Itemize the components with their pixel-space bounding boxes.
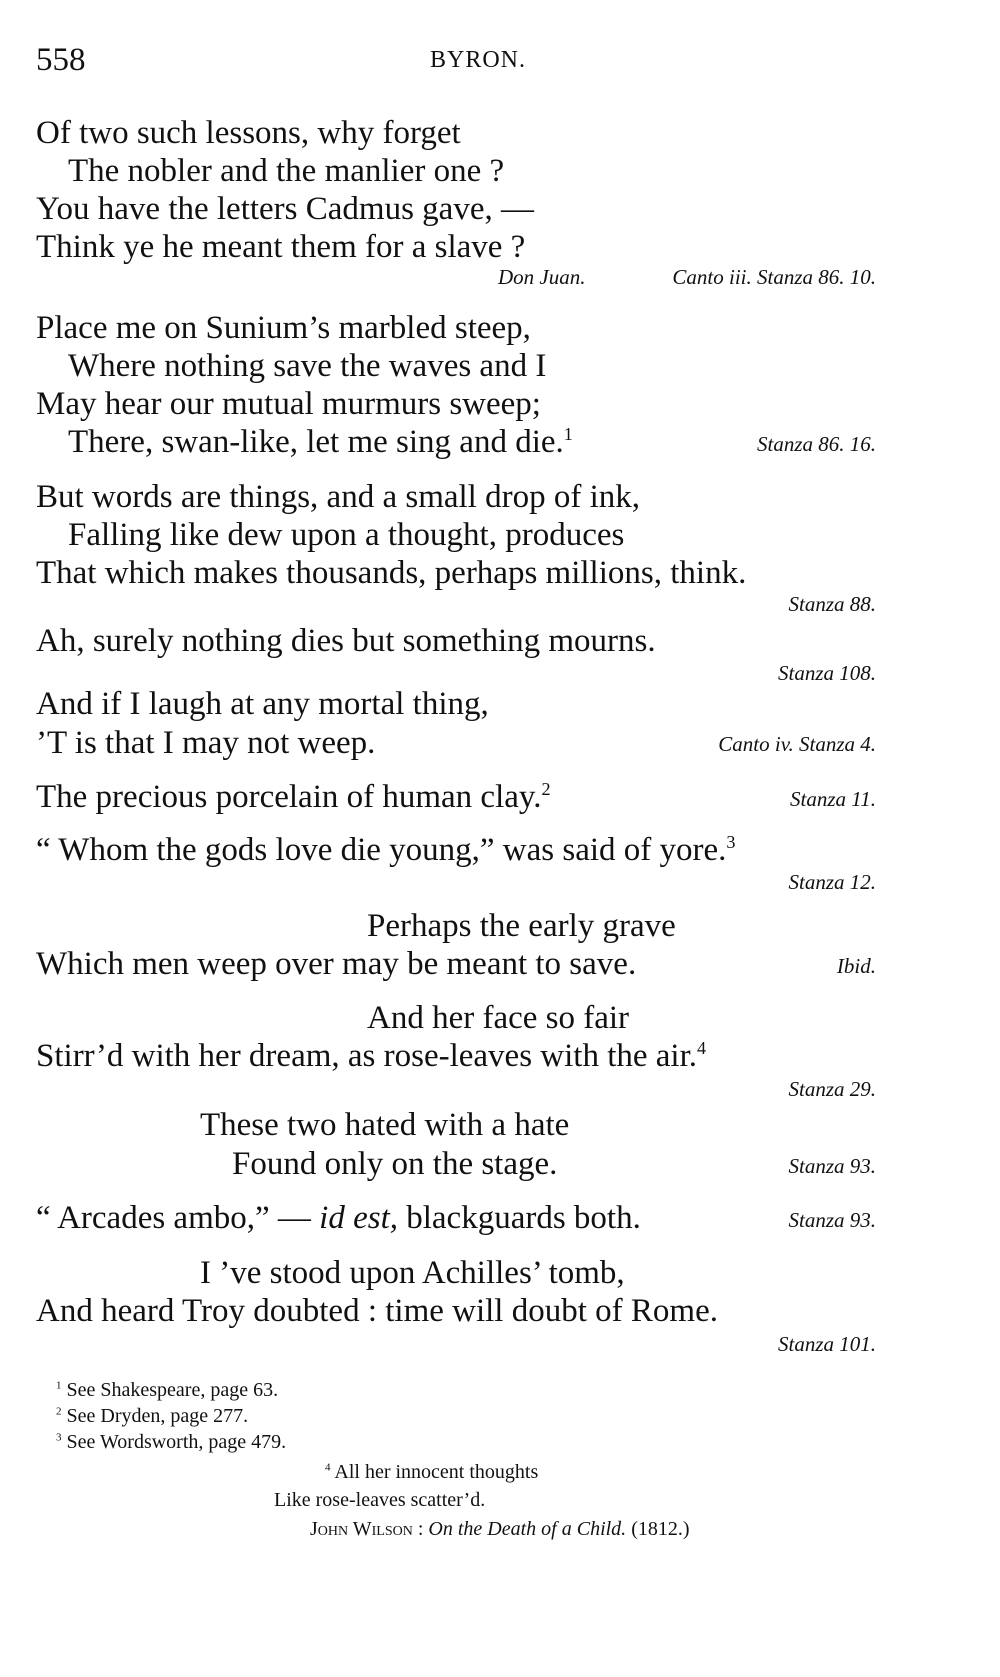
citation: Stanza 12. [788,870,876,894]
verse-line: Of two such lessons, why forget [36,115,461,151]
footnote-marker: 4 [697,1038,707,1058]
citation: Stanza 86. 16. [756,432,876,456]
verse-line: These two hated with a hate [200,1107,570,1143]
footnote: $^4$ All her innocent thoughts [325,1461,539,1483]
citation: Stanza 11. [790,787,876,811]
verse-line: “ Arcades ambo,” — id est, blackguards both. [36,1200,641,1236]
footnote-marker: 1 [563,424,573,444]
verse-line: You have the letters Cadmus gave, — [36,191,534,227]
verse-line: “ Whom the gods love die young,” was said of yore.$^3$ [36,832,736,868]
footnote-line: Like rose-leaves scatter’d. [274,1489,486,1511]
verse-line: And if I laugh at any mortal thing, [36,686,489,722]
running-title: BYRON. [430,47,527,73]
footnote-attribution [310,1519,690,1539]
page-number: 558 [36,42,86,78]
verse-line: The nobler and the manlier one ? [68,153,505,189]
verse-line: But words are things, and a small drop of ink, [36,479,640,515]
footnote-work: On the Death of a Child. [428,1518,627,1540]
verse-line: Stirr’d with her dream, as rose-leaves with the air.$^4$ [36,1038,707,1074]
verse-line: And heard Troy doubted : time will doubt of Rome. [36,1293,718,1329]
footnote-marker: 2 [541,779,551,799]
verse-line: Perhaps the early grave [367,908,676,944]
citation: Stanza 29. [788,1077,876,1101]
citation-work: Don Juan. [498,265,586,289]
verse-line: Ah, surely nothing dies but something mourns. [36,623,656,659]
citation: Stanza 101. [777,1332,876,1356]
footnote: $^2$ See Dryden, page 277. [56,1405,249,1427]
verse-line: May hear our mutual murmurs sweep; [36,386,541,422]
citation: Canto iii. Stanza 86. 10. [672,265,876,289]
verse-line: Where nothing save the waves and I [68,348,547,384]
verse-line: ’T is that I may not weep. [36,725,376,761]
verse-line: That which makes thousands, perhaps millions, think. [36,555,747,591]
citation: Stanza 93. [788,1154,876,1178]
footnote-author: John Wilson : [310,1518,424,1540]
citation: Canto iv. Stanza 4. [718,732,876,756]
verse-line: Which men weep over may be meant to save. [36,946,637,982]
verse-line: Place me on Sunium’s marbled steep, [36,310,531,346]
citation: Stanza 108. [777,661,876,685]
footnote: $^1$ See Shakespeare, page 63. [56,1379,279,1401]
verse-line: Think ye he meant them for a slave ? [36,229,526,265]
citation: Stanza 93. [788,1208,876,1232]
footnote: $^3$ See Wordsworth, page 479. [56,1431,287,1453]
footnote-marker: 3 [726,832,736,852]
footnote-year: (1812.) [631,1518,690,1540]
citation: Ibid. [836,954,876,978]
verse-line: Falling like dew upon a thought, produces [68,517,625,553]
verse-line: Found only on the stage. [232,1146,558,1182]
verse-line: The precious porcelain of human clay.$^2$ [36,779,551,815]
citation: Stanza 88. [788,592,876,616]
verse-line: There, swan-like, let me sing and die.$^1$ [68,424,573,460]
verse-line: I ’ve stood upon Achilles’ tomb, [200,1255,625,1291]
verse-line: And her face so fair [367,1000,630,1036]
